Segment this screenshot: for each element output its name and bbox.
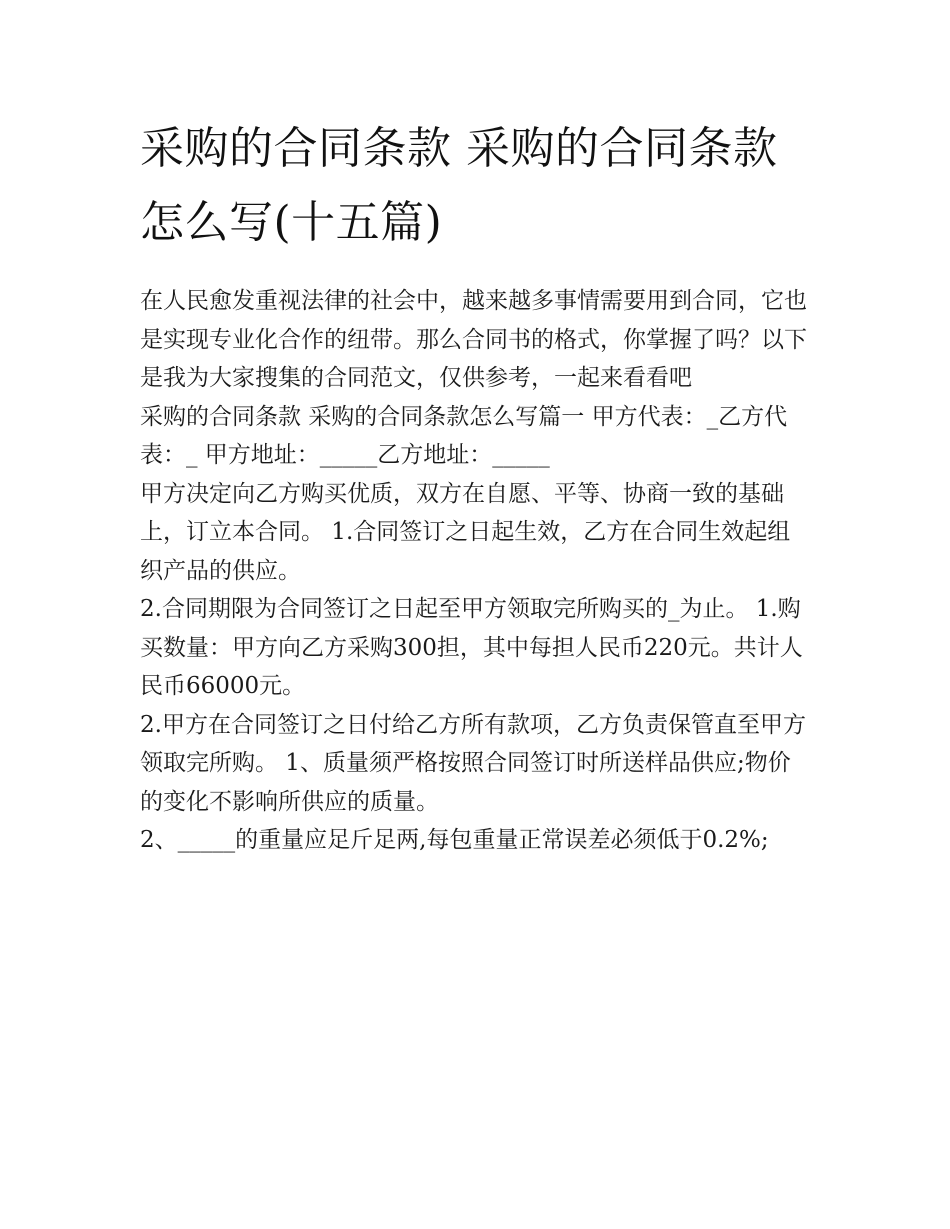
paragraph-intro: 在人民愈发重视法律的社会中，越来越多事情需要用到合同，它也是实现专业化合作的纽带。那么合同书的格式，你掌握了吗？以下是我为大家搜集的合同范文，仅供参考，一起来看看吧 [140,288,807,391]
paragraph-term-quantity: 2.合同期限为合同签订之日起至甲方领取完所购买的_为止。 1.购买数量：甲方向乙方采购300担，其中每担人民币220元。共计人民币66000元。 [140,596,803,699]
paragraph-parties: 采购的合同条款 采购的合同条款怎么写篇一 甲方代表：_乙方代表：_ 甲方地址：_____乙方地址：_____ [140,403,788,468]
document-title: 采购的合同条款 采购的合同条款怎么写(十五篇) [140,123,778,248]
paragraph-agreement: 甲方决定向乙方购买优质，双方在自愿、平等、协商一致的基础上，订立本合同。 1.合同签订之日起生效，乙方在合同生效起组织产品的供应。 [140,480,791,584]
paragraph-weight: 2、_____的重量应足斤足两,每包重量正常误差必须低于0.2%; [140,827,769,853]
paragraph-payment-quality: 2.甲方在合同签订之日付给乙方所有款项，乙方负责保管直至甲方领取完所购。 1、质量须严格按照合同签订时所送样品供应;物价的变化不影响所供应的质量。 [140,711,806,815]
document-body [140,112,812,860]
